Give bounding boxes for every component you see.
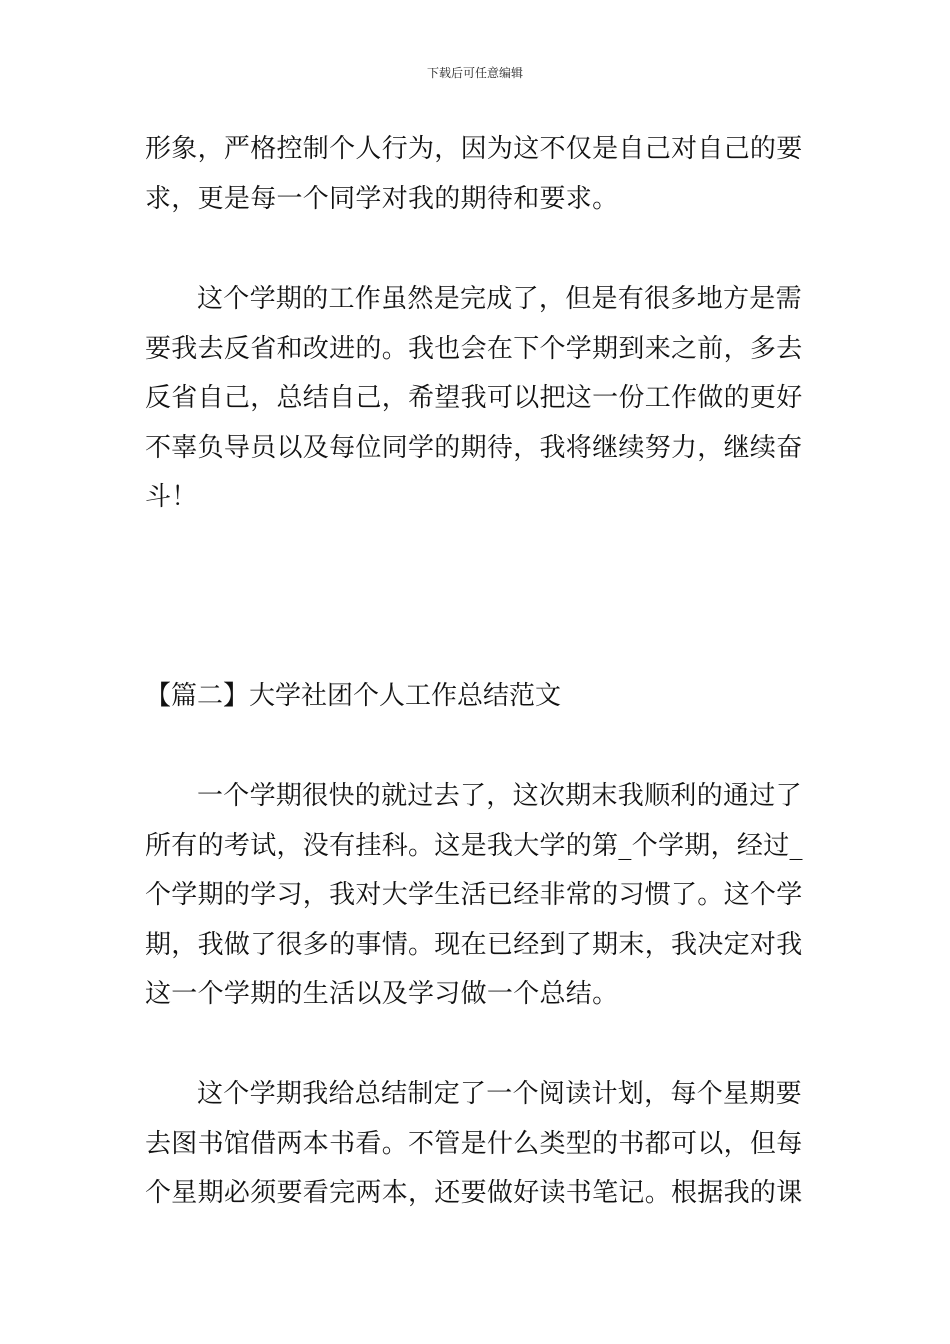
paragraph-reading-plan: 这个学期我给总结制定了一个阅读计划，每个星期要去图书馆借两本书看。不管是什么类型的书都可以，但每个星期必须要看完两本，还要做好读书笔记。根据我的课 — [145, 1079, 803, 1208]
section-heading: 【篇二】大学社团个人工作总结范文 — [145, 681, 562, 711]
paragraph-continuation: 形象，严格控制个人行为，因为这不仅是自己对自己的要求，更是每一个同学对我的期待和要求。 — [145, 134, 803, 214]
page-header: 下载后可任意编辑 — [426, 66, 523, 80]
paragraph-reflection: 这个学期的工作虽然是完成了，但是有很多地方是需要我去反省和改进的。我也会在下个学期到来之前，多去反省自己，总结自己，希望我可以把这一份工作做的更好不辜负导员以及每位同学的期待，我将继续努力，继续奋斗！ — [145, 284, 803, 512]
paragraph-semester-summary: 一个学期很快的就过去了，这次期末我顺利的通过了所有的考试，没有挂科。这是我大学的第_个学期，经过_个学期的学习，我对大学生活已经非常的习惯了。这个学期，我做了很多的事情。现在已经到了期末，我决定对我这一个学期的生活以及学习做一个总结。 — [145, 781, 803, 1009]
